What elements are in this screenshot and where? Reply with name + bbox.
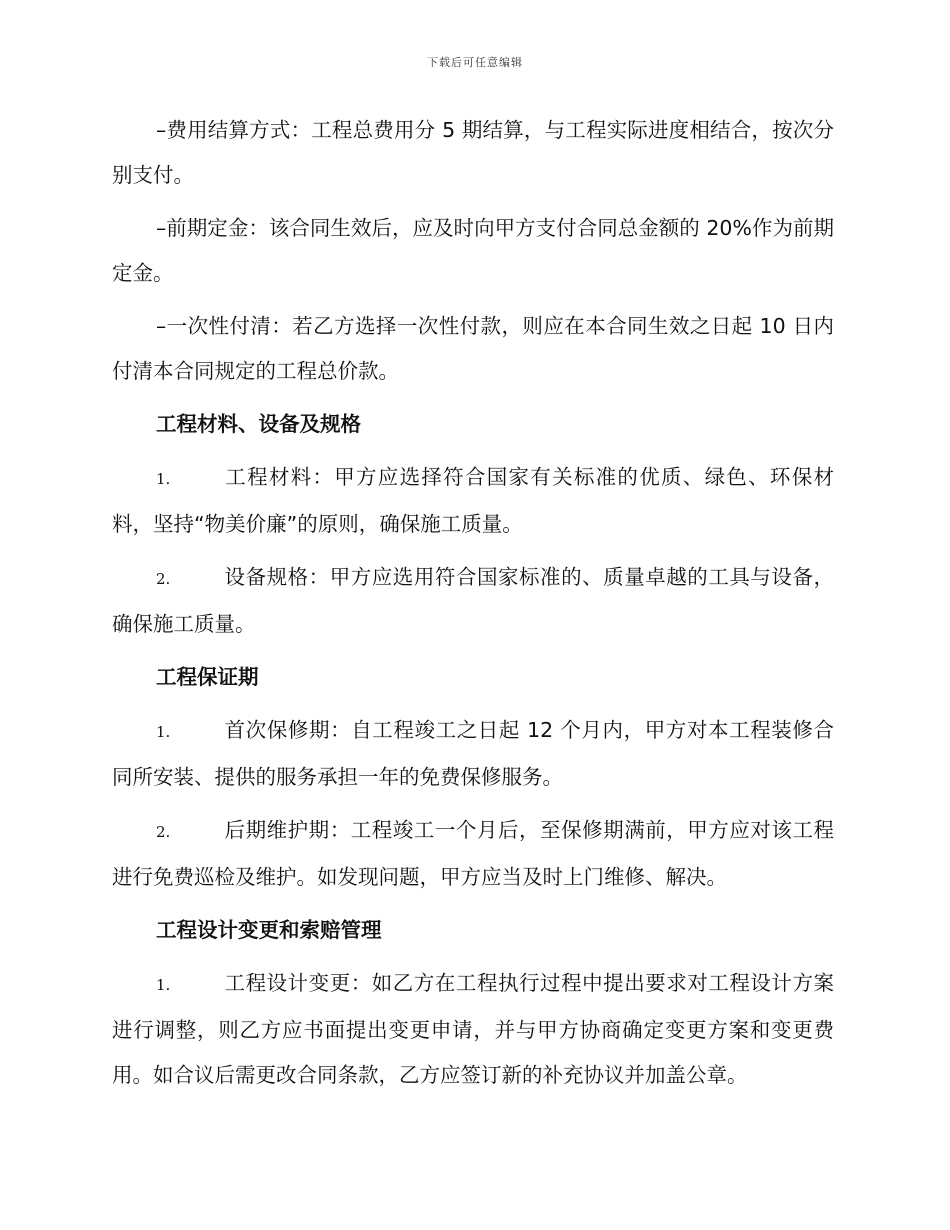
list-number: 1.	[156, 723, 171, 741]
warranty-item	[112, 808, 834, 900]
list-item-text: 工程材料：甲方应选择符合国家有关标准的优质、绿色、环保材料，坚持“物美价廉”的原则，确保施工质量。	[112, 465, 834, 536]
page-header-note: 下载后可任意编辑	[427, 56, 523, 69]
payment-lump-sum-paragraph: –一次性付清：若乙方选择一次性付款，则应在本合同生效之日起 10 日内付清本合同规定的工程总价款。	[112, 314, 834, 383]
payment-deposit-paragraph: –前期定金：该合同生效后，应及时向甲方支付合同总金额的 20%作为前期定金。	[112, 216, 834, 285]
list-item-text: 设备规格：甲方应选用符合国家标准的、质量卓越的工具与设备，确保施工质量。	[112, 565, 834, 636]
changes-item	[112, 961, 834, 1098]
list-item-text: 工程设计变更：如乙方在工程执行过程中提出要求对工程设计方案进行调整，则乙方应书面提出变更申请，并与甲方协商确定变更方案和变更费用。如合议后需更改合同条款，乙方应签订新的补充协议并加盖公章。	[112, 971, 834, 1087]
changes-heading: 工程设计变更和索赔管理	[156, 918, 382, 942]
list-number: 2.	[156, 823, 171, 841]
materials-item	[112, 555, 834, 647]
materials-item	[112, 455, 834, 547]
payment-settlement-paragraph: –费用结算方式：工程总费用分 5 期结算，与工程实际进度相结合，按次分别支付。	[112, 118, 834, 187]
document-body	[112, 108, 834, 1106]
list-number: 1.	[156, 976, 171, 994]
list-number: 1.	[156, 470, 171, 488]
warranty-heading: 工程保证期	[156, 665, 259, 689]
list-item-text: 后期维护期：工程竣工一个月后，至保修期满前，甲方应对该工程进行免费巡检及维护。如发现问题，甲方应当及时上门维修、解决。	[112, 818, 834, 889]
warranty-item	[112, 708, 834, 800]
list-number: 2.	[156, 570, 171, 588]
list-item-text: 首次保修期：自工程竣工之日起 12 个月内，甲方对本工程装修合同所安装、提供的服务承担一年的免费保修服务。	[112, 718, 834, 789]
materials-heading: 工程材料、设备及规格	[156, 412, 361, 436]
